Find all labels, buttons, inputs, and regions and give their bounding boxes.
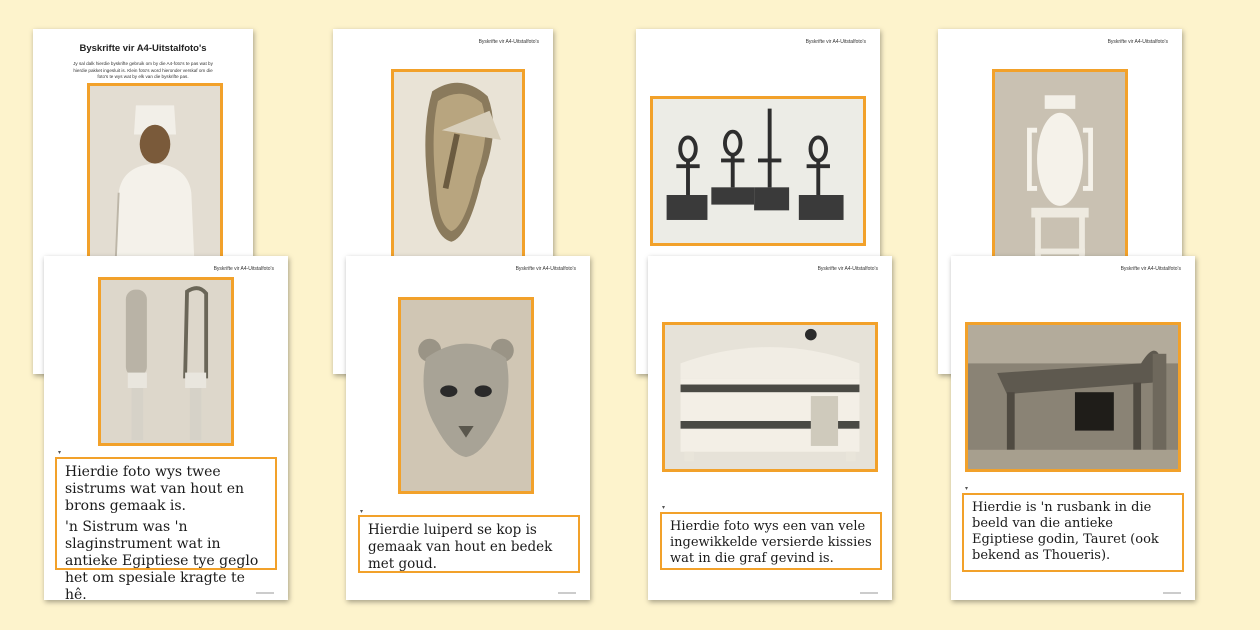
photo-couch — [965, 322, 1181, 472]
page-header: Byskrifte vir A4-Uitstalfoto's — [805, 39, 866, 45]
caption-line: Hierdie is 'n rusbank in die beeld van die antieke Egiptiese godin, Tauret (ook bekend as Thoueris). — [972, 500, 1159, 563]
card-chest — [648, 256, 892, 600]
photo-statue — [87, 83, 223, 283]
page-header: Byskrifte vir A4-Uitstalfoto's — [817, 266, 878, 272]
caption-couch — [962, 493, 1184, 572]
card-sistrum — [44, 256, 288, 603]
caption-sistrum — [55, 457, 277, 603]
cover-intro: Jy sal dalk hierdie byskrifte gebruik om by die A4-foto's te pas wat by hierdie pakket ingesluit is. Klein foto's word hieronder verskaf om die foto's te wys wat by elk van die byskrifte pas. — [73, 61, 213, 79]
photo-leopard — [398, 297, 534, 494]
caption-marker: ▾ — [662, 505, 666, 511]
photo-ankh — [650, 96, 866, 246]
page-header: Byskrifte vir A4-Uitstalfoto's — [1107, 39, 1168, 45]
photo-vase — [992, 69, 1128, 269]
page-footer — [860, 592, 878, 594]
caption-line: Hierdie foto wys twee sistrums wat van hout en brons gemaak is. — [65, 464, 245, 514]
caption-line: 'n Sistrum was 'n slaginstrument wat in antieke Egiptiese tye geglo het om spesiale kragte te hê. — [65, 519, 259, 603]
page-footer — [1163, 592, 1181, 594]
caption-line: Hierdie luiperd se kop is gemaak van hout en bedek met goud. — [368, 522, 553, 572]
caption-chest — [660, 512, 882, 570]
caption-marker: ▾ — [965, 486, 969, 492]
page-header: Byskrifte vir A4-Uitstalfoto's — [515, 266, 576, 272]
caption-marker: ▾ — [360, 509, 364, 515]
caption-marker: ▾ — [58, 450, 62, 456]
photo-chest — [662, 322, 878, 472]
caption-line: Hierdie foto wys een van vele ingewikkelde versierde kissies wat in die graf gevind is. — [670, 519, 872, 566]
page-header: Byskrifte vir A4-Uitstalfoto's — [478, 39, 539, 45]
photo-sistrum — [98, 277, 234, 446]
page-header: Byskrifte vir A4-Uitstalfoto's — [1120, 266, 1181, 272]
card-couch — [951, 256, 1195, 600]
caption-leopard — [358, 515, 580, 573]
photo-sandal — [391, 69, 525, 269]
page-footer — [256, 592, 274, 594]
cover-title: Byskrifte vir A4-Uitstalfoto's — [79, 43, 207, 54]
page-header: Byskrifte vir A4-Uitstalfoto's — [213, 266, 274, 272]
card-leopard — [346, 256, 590, 600]
page-footer — [558, 592, 576, 594]
